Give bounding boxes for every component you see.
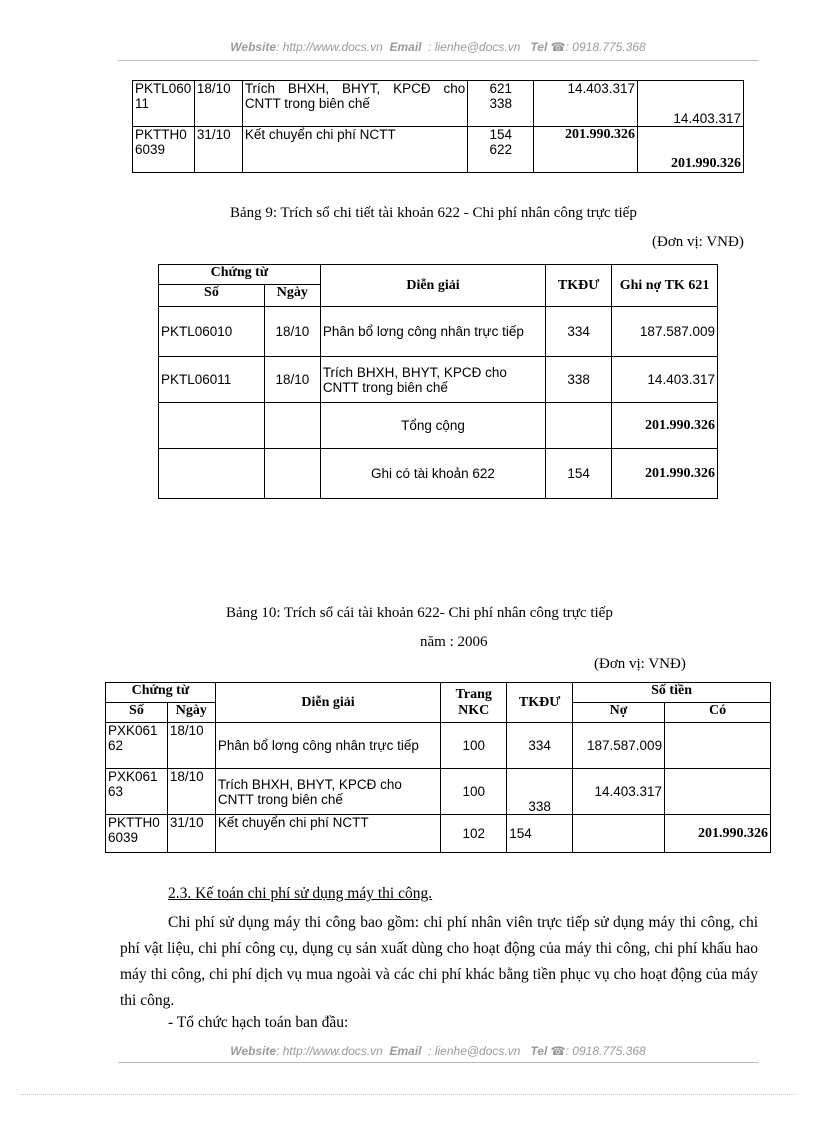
description: Kết chuyển chi phí NCTT <box>242 127 467 173</box>
credit-value <box>665 769 771 815</box>
header-co: Có <box>665 703 771 723</box>
tel-number: : 0918.775.368 <box>565 1044 646 1058</box>
debit-value: 201.990.326 <box>534 127 638 173</box>
account-code: 154 <box>489 127 512 142</box>
voucher-date: 18/10 <box>264 357 320 403</box>
journal-page: 100 <box>441 723 507 769</box>
debit-value: 14.403.317 <box>573 769 665 815</box>
page-footer <box>118 1044 758 1058</box>
bang10-year: năm : 2006 <box>420 634 488 650</box>
header-trang-nkc: Trang NKC <box>441 683 507 723</box>
section-title: 2.3. Kế toán chi phí sử dụng máy thi công. <box>168 885 433 902</box>
voucher-no: PXK06162 <box>106 723 168 769</box>
header-chung-tu: Chứng từ <box>106 683 216 703</box>
table-row <box>159 307 718 357</box>
voucher-no: PKTL06010 <box>159 307 265 357</box>
header-so: Số <box>106 703 168 723</box>
footer-rule <box>118 1062 758 1063</box>
page-bottom-border <box>20 1094 796 1095</box>
credit-label: Ghi có tài khoản 622 <box>320 449 545 499</box>
tel-label: Tel <box>530 40 548 54</box>
header-dien-giai: Diễn giải <box>215 683 440 723</box>
header-so-tien: Số tiền <box>573 683 771 703</box>
journal-page: 102 <box>441 815 507 853</box>
table-row <box>133 81 744 127</box>
voucher-no: PKTL06011 <box>133 81 195 127</box>
account-code: 334 <box>546 307 612 357</box>
header-tkdu: TKĐƯ <box>507 683 573 723</box>
account-code: 338 <box>507 769 573 815</box>
debit-value: 187.587.009 <box>573 723 665 769</box>
account-code: 622 <box>489 142 512 157</box>
credit-value: 201.990.326 <box>665 815 771 853</box>
header-ghi-no: Ghi nợ TK 621 <box>612 265 718 307</box>
debit-value: 187.587.009 <box>612 307 718 357</box>
bang10-table <box>105 682 771 853</box>
total-label: Tổng cộng <box>320 403 545 449</box>
bang10-unit: (Đơn vị: VNĐ) <box>594 656 686 672</box>
header-dien-giai: Diễn giải <box>320 265 545 307</box>
phone-icon: ☎ <box>550 40 566 54</box>
description: Trích BHXH, BHYT, KPCĐ cho CNTT trong biên chế <box>242 81 467 127</box>
table-row <box>133 127 744 173</box>
voucher-no: PKTL06011 <box>159 357 265 403</box>
account-code: 154 <box>507 815 573 853</box>
debit-value <box>573 815 665 853</box>
section-paragraph: Chi phí sử dụng máy thi công bao gồm: chi phí nhân viên trực tiếp sử dụng máy thi công, chi phí vật liệu, chi phí công cụ, dụng cụ sản xuất dùng cho hoạt động của máy thi công, chi phí khấu hao máy thi công, chi phí dịch vụ mua ngoài và các chi phí khác bằng tiền phục vụ cho hoạt động của máy thi công. <box>120 914 758 1009</box>
voucher-date: 31/10 <box>167 815 215 853</box>
bullet-text: - Tổ chức hạch toán ban đầu: <box>168 1014 349 1031</box>
credit-value: 201.990.326 <box>638 127 744 173</box>
bang10-caption: Bảng 10: Trích sổ cái tài khoản 622- Chi phí nhân công trực tiếp <box>226 605 613 621</box>
top-table <box>132 80 744 173</box>
phone-icon: ☎ <box>550 1044 566 1058</box>
header-chung-tu: Chứng từ <box>159 265 321 285</box>
account-code: 154 <box>546 449 612 499</box>
credit-value: 201.990.326 <box>612 449 718 499</box>
bang9-table <box>158 264 718 499</box>
header-ngay: Ngày <box>167 703 215 723</box>
header-so: Số <box>159 285 265 307</box>
description: Trích BHXH, BHYT, KPCĐ cho CNTT trong biên chế <box>320 357 545 403</box>
website-label: Website <box>230 40 277 54</box>
voucher-date: 18/10 <box>194 81 242 127</box>
account-code: 621 <box>489 81 512 96</box>
account-code: 334 <box>507 723 573 769</box>
voucher-date: 31/10 <box>194 127 242 173</box>
table-row <box>106 769 771 815</box>
voucher-no: PXK06163 <box>106 769 168 815</box>
account-code: 338 <box>489 96 512 111</box>
tel-label: Tel <box>530 1044 548 1058</box>
journal-page: 100 <box>441 769 507 815</box>
total-row <box>159 403 718 449</box>
header-rule <box>118 60 758 61</box>
table-row <box>159 357 718 403</box>
debit-value: 14.403.317 <box>612 357 718 403</box>
table-row <box>106 815 771 853</box>
website-label: Website <box>230 1044 277 1058</box>
description: Trích BHXH, BHYT, KPCĐ cho CNTT trong biên chế <box>215 769 440 815</box>
bang9-unit: (Đơn vị: VNĐ) <box>652 234 744 250</box>
website-url[interactable]: : http://www.docs.vn <box>276 40 383 54</box>
description: Kết chuyển chi phí NCTT <box>215 815 440 853</box>
voucher-date: 18/10 <box>264 307 320 357</box>
table-row <box>106 723 771 769</box>
page-header <box>118 40 758 54</box>
header-no: Nợ <box>573 703 665 723</box>
voucher-no: PKTTH06039 <box>133 127 195 173</box>
credit-value <box>665 723 771 769</box>
email-label: Email <box>389 1044 422 1058</box>
description: Phân bổ lơng công nhân trực tiếp <box>320 307 545 357</box>
header-ngay: Ngày <box>264 285 320 307</box>
credit-value: 14.403.317 <box>638 81 744 127</box>
debit-value: 14.403.317 <box>534 81 638 127</box>
description: Phân bổ lơng công nhân trực tiếp <box>215 723 440 769</box>
header-tkdu: TKĐƯ <box>546 265 612 307</box>
tel-number: : 0918.775.368 <box>565 40 646 54</box>
total-value: 201.990.326 <box>612 403 718 449</box>
website-url[interactable]: : http://www.docs.vn <box>276 1044 383 1058</box>
bang9-caption: Bảng 9: Trích sổ chi tiết tài khoản 622 - Chi phí nhân công trực tiếp <box>230 205 637 221</box>
account-code: 338 <box>546 357 612 403</box>
email-address[interactable]: : lienhe@docs.vn <box>428 40 521 54</box>
email-label: Email <box>389 40 422 54</box>
voucher-no: PKTTH06039 <box>106 815 168 853</box>
email-address[interactable]: : lienhe@docs.vn <box>428 1044 521 1058</box>
voucher-date: 18/10 <box>167 769 215 815</box>
credit-row <box>159 449 718 499</box>
voucher-date: 18/10 <box>167 723 215 769</box>
